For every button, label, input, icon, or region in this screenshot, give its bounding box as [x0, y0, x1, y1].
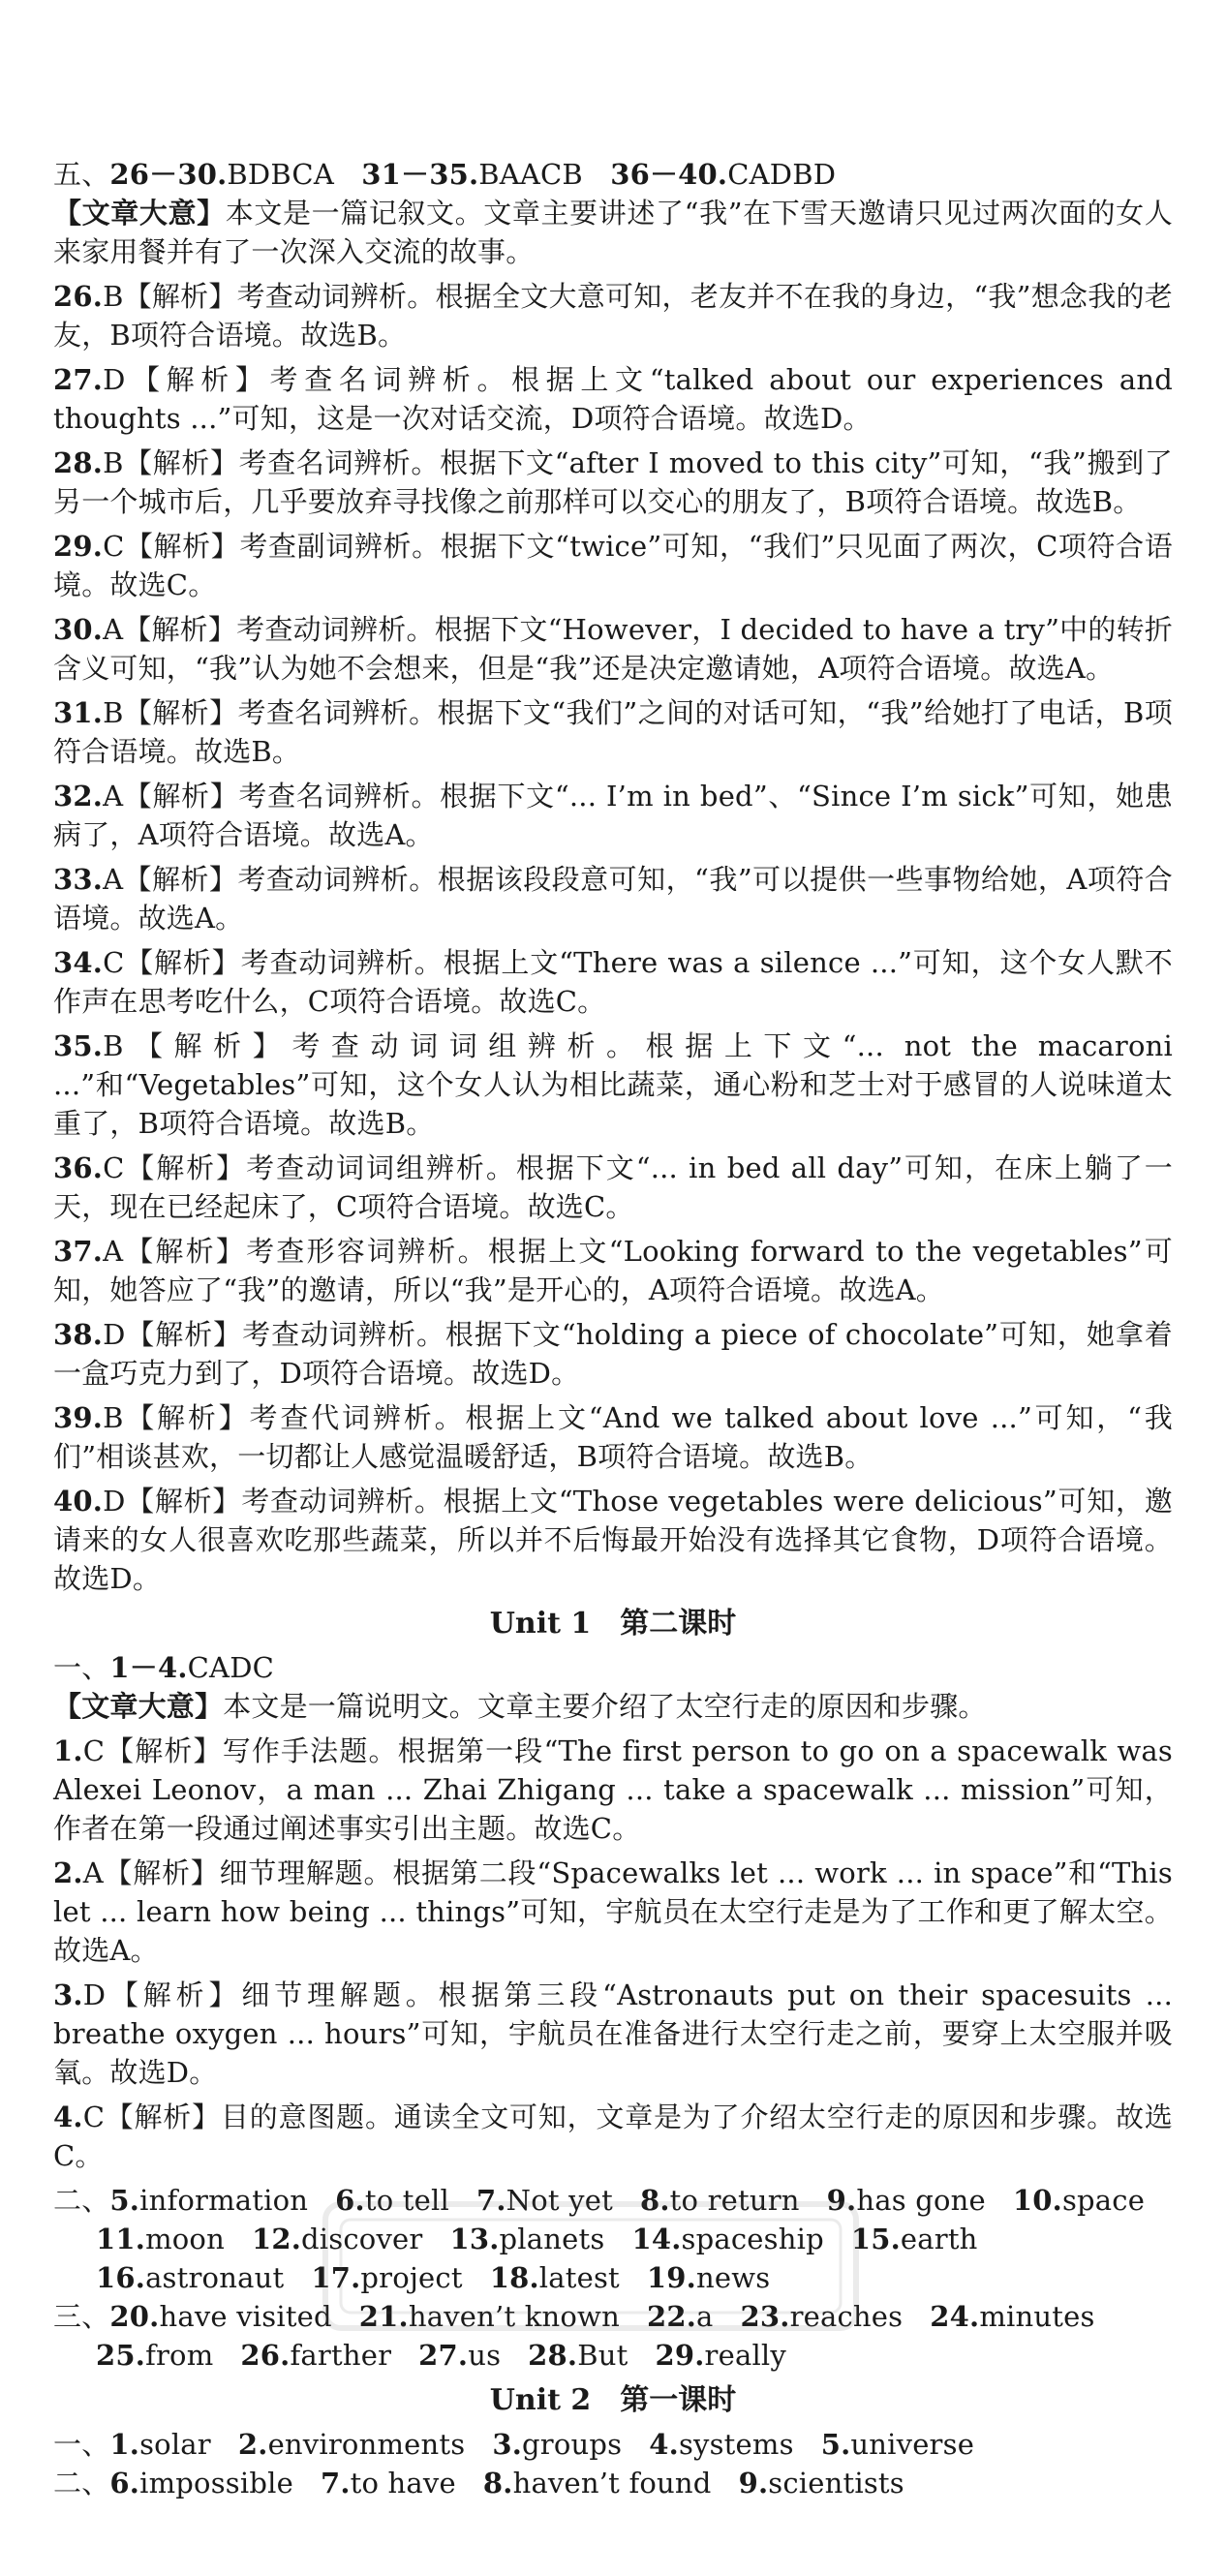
item-text: B【解析】考查动词辨析。根据全文大意可知，老友并不在我的身边，“我”想念我的老友，B项符合语境。故选B。: [53, 280, 1173, 352]
unit-2-title: Unit 2 第一课时: [489, 2383, 737, 2417]
answer-number: 4.: [649, 2428, 679, 2461]
unit-2-section-1-answers: [53, 2425, 1173, 2464]
section-2-answers: [53, 2181, 1173, 2297]
article-summary: [53, 1687, 1173, 1726]
answer-cell: [490, 2258, 620, 2297]
item-text: C【解析】写作手法题。根据第一段“The first person to go on a spacewalk was Alexei Leonov，a man ... Zhai Zhigang ... take a spacewalk ... mission”可知，作者在第一段通过阐述事实引出主题。故选C。: [53, 1734, 1173, 1845]
explanation-list-2: [53, 1732, 1173, 2175]
item-number: 38.: [53, 1318, 104, 1351]
answer-word: astronaut: [145, 2261, 285, 2294]
answer-number: 15.: [850, 2223, 901, 2255]
answer-number: 27.: [418, 2339, 469, 2372]
item-number: 30.: [53, 613, 104, 646]
item-number: 32.: [53, 780, 104, 813]
answer-cell: [655, 2336, 786, 2375]
answer-range: 1－4.: [109, 1651, 188, 1684]
summary-label: 【文章大意】: [53, 1690, 224, 1723]
answer-word: really: [704, 2339, 786, 2372]
answer-number: 25.: [96, 2339, 146, 2372]
answer-number: 5.: [820, 2428, 851, 2461]
item-text: C【解析】目的意图题。通读全文可知，文章是为了介绍太空行走的原因和步骤。故选C。: [53, 2101, 1173, 2172]
answer-cell: [851, 2220, 978, 2258]
explanation-item: [53, 360, 1173, 438]
answer-page: [53, 155, 1173, 2502]
answer-cell: [821, 2425, 974, 2464]
item-text: C【解析】考查副词辨析。根据下文“twice”可知，“我们”只见面了两次，C项符合语境。故选C。: [53, 530, 1173, 601]
section-prefix: 一、: [53, 2428, 110, 2461]
answer-cell: [96, 2220, 225, 2258]
answer-word: latest: [538, 2261, 620, 2294]
answer-word: information: [139, 2184, 309, 2217]
item-number: 27.: [53, 363, 104, 396]
answer-word: discover: [301, 2223, 423, 2255]
answer-cell: [335, 2181, 449, 2220]
item-text: B【解析】考查动词词组辨析。根据上下文“... not the macaroni ...”和“Vegetables”可知，这个女人认为相比蔬菜，通心粉和芝士对于感冒的人说味道太重了，B项符合语境。故选B。: [53, 1029, 1173, 1140]
item-text: D【解析】细节理解题。根据第三段“Astronauts put on their spacesuits ... breathe oxygen ... hours”可知，宇航员在准备进行太空行走之前，要穿上太空服并吸氧。故选D。: [53, 1978, 1173, 2089]
explanation-item: [53, 860, 1173, 937]
answer-word: a: [696, 2300, 714, 2333]
explanation-item: [53, 1398, 1173, 1476]
explanation-item: [53, 444, 1173, 521]
item-number: 33.: [53, 863, 104, 896]
explanation-item: [53, 1149, 1173, 1226]
answer-letters: CADC: [187, 1651, 275, 1684]
answer-cell: [647, 2297, 714, 2336]
section-prefix: 一、: [53, 1651, 110, 1684]
answer-cell: [528, 2336, 628, 2375]
answer-cell: [930, 2297, 1094, 2336]
answer-cell: [109, 2181, 308, 2220]
explanation-item: [53, 693, 1173, 771]
answer-cell: [238, 2425, 465, 2464]
explanation-item: [53, 1232, 1173, 1309]
answer-word: to tell: [364, 2184, 449, 2217]
section-5-answers: [53, 155, 1173, 194]
answer-number: 17.: [311, 2261, 361, 2294]
answer-word: to return: [669, 2184, 800, 2217]
answer-cell: [252, 2220, 423, 2258]
answer-row: [53, 2297, 1173, 2336]
answer-number: 8.: [482, 2467, 513, 2499]
explanation-item: [53, 1315, 1173, 1393]
answer-word: scientists: [768, 2467, 904, 2499]
answer-cell: [640, 2181, 800, 2220]
answer-cell: [109, 2464, 293, 2502]
answer-cell: [647, 2258, 770, 2297]
answer-cell: [240, 2336, 391, 2375]
answer-word: project: [360, 2261, 463, 2294]
explanation-item: [53, 943, 1173, 1021]
answer-range: 26－30.: [109, 158, 228, 191]
item-text: C【解析】考查动词词组辨析。根据下文“... in bed all day”可知，在床上躺了一天，现在已经起床了，C项符合语境。故选C。: [53, 1151, 1173, 1223]
answer-number: 2.: [237, 2428, 268, 2461]
answer-number: 7.: [320, 2467, 351, 2499]
explanation-list-1: [53, 277, 1173, 1598]
explanation-item: [53, 1027, 1173, 1143]
answer-row: [53, 2425, 1173, 2464]
answer-row: [53, 2258, 1173, 2297]
answer-row: [53, 2220, 1173, 2258]
explanation-item: [53, 2098, 1173, 2175]
item-number: 40.: [53, 1485, 104, 1518]
answer-word: have visited: [159, 2300, 332, 2333]
answer-cell: [109, 2297, 331, 2336]
answer-word: planets: [499, 2223, 605, 2255]
answer-word: minutes: [979, 2300, 1095, 2333]
answer-number: 1.: [109, 2428, 140, 2461]
answer-word: environments: [267, 2428, 466, 2461]
answer-cell: [741, 2297, 904, 2336]
explanation-item: [53, 527, 1173, 604]
answer-word: has gone: [856, 2184, 986, 2217]
item-number: 39.: [53, 1401, 104, 1434]
answer-number: 6.: [109, 2467, 140, 2499]
answer-number: 5.: [109, 2184, 140, 2217]
item-text: A【解析】考查形容词辨析。根据上文“Looking forward to the vegetables”可知，她答应了“我”的邀请，所以“我”是开心的，A项符合语境。故选A。: [53, 1235, 1173, 1306]
item-text: D【解析】考查动词辨析。根据上文“Those vegetables were delicious”可知，邀请来的女人很喜欢吃那些蔬菜，所以并不后悔最开始没有选择其它食物，D项符合语境。故选D。: [53, 1485, 1173, 1595]
section-1-answers: [53, 1648, 1173, 1687]
answer-number: 16.: [96, 2261, 146, 2294]
item-number: 37.: [53, 1235, 104, 1268]
answer-number: 9.: [826, 2184, 857, 2217]
item-number: 26.: [53, 280, 104, 313]
answer-range: 36－40.: [610, 158, 728, 191]
summary-label: 【文章大意】: [53, 197, 226, 230]
answer-cell: [492, 2425, 622, 2464]
answer-letters: BDBCA: [227, 158, 334, 191]
answer-number: 21.: [358, 2300, 409, 2333]
explanation-item: [53, 1854, 1173, 1970]
item-text: C【解析】考查动词辨析。根据上文“There was a silence ...”可知，这个女人默不作声在思考吃什么，C项符合语境。故选C。: [53, 946, 1173, 1018]
item-text: A【解析】考查名词辨析。根据下文“... I’m in bed”、“Since I’m sick”可知，她患病了，A项符合语境。故选A。: [53, 780, 1173, 851]
answer-number: 23.: [740, 2300, 790, 2333]
answer-number: 20.: [109, 2300, 160, 2333]
answer-word: universe: [850, 2428, 975, 2461]
answer-cell: [449, 2220, 604, 2258]
section-prefix: 三、: [53, 2300, 110, 2333]
answer-number: 28.: [528, 2339, 578, 2372]
explanation-item: [53, 1732, 1173, 1848]
item-number: 35.: [53, 1029, 104, 1062]
answer-row: [53, 2181, 1173, 2220]
explanation-item: [53, 1482, 1173, 1598]
item-text: D【解析】考查动词辨析。根据下文“holding a piece of chocolate”可知，她拿着一盒巧克力到了，D项符合语境。故选D。: [53, 1318, 1173, 1390]
section-prefix: 二、: [53, 2184, 110, 2217]
answer-number: 26.: [240, 2339, 291, 2372]
answer-word: reaches: [789, 2300, 904, 2333]
answer-word: Not yet: [506, 2184, 613, 2217]
answer-word: space: [1061, 2184, 1146, 2217]
item-number: 2.: [53, 1856, 83, 1889]
explanation-item: [53, 777, 1173, 854]
item-text: A【解析】考查动词辨析。根据下文“However，I decided to have a try”中的转折含义可知，“我”认为她不会想来，但是“我”还是决定邀请她，A项符合语境。故选A。: [53, 613, 1173, 685]
answer-cell: [649, 2425, 793, 2464]
answer-number: 11.: [96, 2223, 146, 2255]
item-text: D【解析】考查名词辨析。根据上文“talked about our experiences and thoughts ...”可知，这是一次对话交流，D项符合语境。故选D。: [53, 363, 1173, 435]
answer-cell: [109, 2425, 210, 2464]
answer-row: [53, 2336, 1173, 2375]
answer-cell: [96, 2258, 284, 2297]
answer-cell: [96, 2336, 213, 2375]
item-text: A【解析】考查动词辨析。根据该段段意可知，“我”可以提供一些事物给她，A项符合语境。故选A。: [53, 863, 1173, 935]
answer-range: 31－35.: [361, 158, 479, 191]
item-number: 3.: [53, 1978, 83, 2011]
item-number: 1.: [53, 1734, 83, 1767]
item-text: A【解析】细节理解题。根据第二段“Spacewalks let ... work ... in space”和“This let ... learn how being ... things”可知，宇航员在太空行走是为了工作和更了解太空。故选A。: [53, 1856, 1173, 1967]
summary-text: 本文是一篇记叙文。文章主要讲述了“我”在下雪天邀请只见过两次面的女人来家用餐并有了一次深入交流的故事。: [53, 197, 1174, 268]
answer-number: 22.: [646, 2300, 697, 2333]
answer-cell: [631, 2220, 823, 2258]
answer-cell: [483, 2464, 712, 2502]
item-number: 34.: [53, 946, 104, 979]
answer-number: 13.: [449, 2223, 500, 2255]
explanation-item: [53, 277, 1173, 354]
answer-number: 7.: [475, 2184, 506, 2217]
item-number: 31.: [53, 696, 104, 729]
answer-number: 6.: [335, 2184, 365, 2217]
summary-text: 本文是一篇说明文。文章主要介绍了太空行走的原因和步骤。: [223, 1690, 987, 1723]
answer-row: [53, 2464, 1173, 2502]
answer-number: 29.: [655, 2339, 705, 2372]
answer-word: groups: [522, 2428, 623, 2461]
section-prefix: 二、: [53, 2467, 110, 2499]
answer-number: 12.: [251, 2223, 302, 2255]
item-number: 4.: [53, 2101, 83, 2133]
answer-word: moon: [145, 2223, 225, 2255]
section-prefix: 五、: [53, 158, 110, 191]
answer-number: 9.: [738, 2467, 769, 2499]
item-number: 29.: [53, 530, 104, 563]
answer-cell: [359, 2297, 620, 2336]
answer-number: 19.: [646, 2261, 696, 2294]
section-3-answers: [53, 2297, 1173, 2375]
answer-word: haven’t found: [512, 2467, 712, 2499]
answer-word: us: [468, 2339, 502, 2372]
answer-word: earth: [900, 2223, 978, 2255]
item-text: B【解析】考查名词辨析。根据下文“after I moved to this city”可知，“我”搬到了另一个城市后，几乎要放弃寻找像之前那样可以交心的朋友了，B项符合语境。故选B。: [53, 446, 1173, 518]
answer-cell: [476, 2181, 613, 2220]
item-number: 28.: [53, 446, 104, 479]
answer-word: from: [145, 2339, 214, 2372]
answer-cell: [739, 2464, 904, 2502]
unit-1-title: Unit 1 第二课时: [489, 1607, 737, 1641]
answer-letters: BAACB: [478, 158, 583, 191]
answer-number: 3.: [492, 2428, 523, 2461]
answer-number: 14.: [631, 2223, 682, 2255]
answer-cell: [1013, 2181, 1145, 2220]
answer-letters: CADBD: [727, 158, 837, 191]
answer-number: 18.: [489, 2261, 539, 2294]
answer-number: 8.: [639, 2184, 670, 2217]
answer-number: 10.: [1012, 2184, 1062, 2217]
item-text: B【解析】考查代词辨析。根据上文“And we talked about love ...”可知，“我们”相谈甚欢，一切都让人感觉温暖舒适，B项符合语境。故选B。: [53, 1401, 1173, 1473]
article-summary: [53, 194, 1173, 271]
answer-cell: [827, 2181, 986, 2220]
item-number: 36.: [53, 1151, 104, 1184]
answer-cell: [311, 2258, 462, 2297]
answer-word: But: [577, 2339, 628, 2372]
answer-word: solar: [139, 2428, 211, 2461]
answer-word: systems: [678, 2428, 794, 2461]
explanation-item: [53, 1976, 1173, 2092]
answer-word: impossible: [139, 2467, 293, 2499]
answer-word: to have: [350, 2467, 456, 2499]
answer-cell: [321, 2464, 456, 2502]
answer-number: 24.: [930, 2300, 980, 2333]
item-text: B【解析】考查名词辨析。根据下文“我们”之间的对话可知，“我”给她打了电话，B项符合语境。故选B。: [53, 696, 1173, 768]
explanation-item: [53, 610, 1173, 688]
answer-word: farther: [290, 2339, 392, 2372]
unit-2-section-2-answers: [53, 2464, 1173, 2502]
answer-word: haven’t known: [408, 2300, 620, 2333]
answer-word: spaceship: [681, 2223, 824, 2255]
answer-cell: [418, 2336, 501, 2375]
answer-word: news: [695, 2261, 771, 2294]
